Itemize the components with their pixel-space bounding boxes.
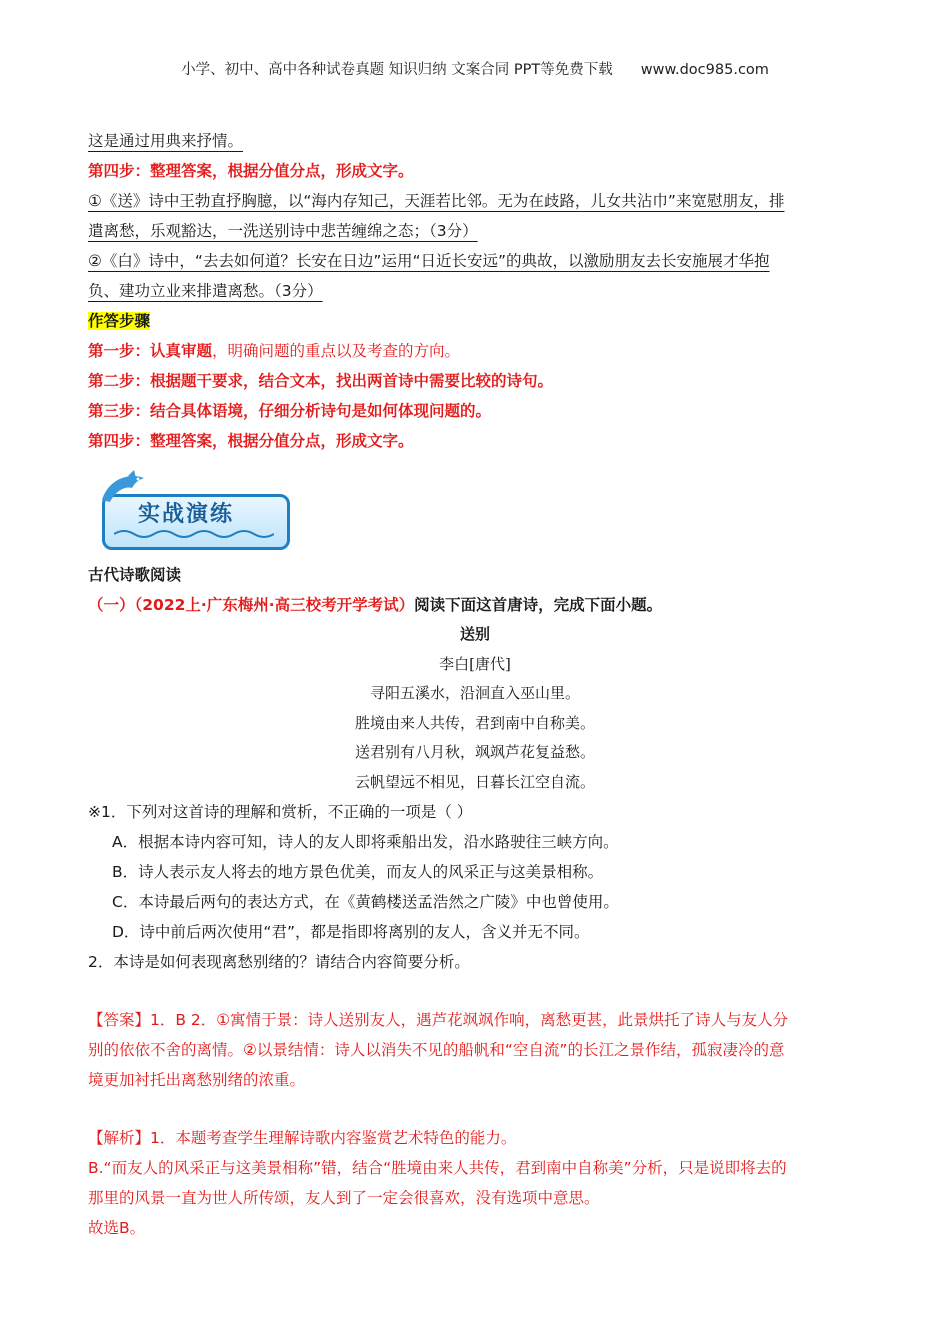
reading-instruction-text: 阅读下面这首唐诗，完成下面小题。	[414, 596, 663, 614]
answer-line: 【答案】1．B 2．①寓情于景：诗人送别友人，遇芦花飒飒作响，离愁更甚，此景烘托了诗人与友人分	[88, 1011, 789, 1029]
option-c: C．本诗最后两句的表达方式，在《黄鹤楼送孟浩然之广陵》中也曾使用。	[112, 893, 619, 911]
answer-line: 别的依依不舍的离情。②以景结情：诗人以消失不见的船帆和“空自流”的长江之景作结，孤寂凄冷的意	[88, 1041, 785, 1059]
text-line: 这是通过用典来抒情。	[88, 132, 244, 150]
poem-author: 李白[唐代]	[439, 654, 511, 673]
step-3: 第三步：结合具体语境，仔细分析诗句是如何体现问题的。	[88, 402, 492, 420]
step-1-rest: ，明确问题的重点以及考查的方向。	[212, 342, 461, 360]
step-4: 第四步：整理答案，根据分值分点，形成文字。	[88, 432, 414, 450]
practice-banner	[98, 470, 298, 556]
reading-instruction	[88, 590, 862, 620]
answer-point-1b: 遣离愁，乐观豁达，一洗送别诗中悲苦缠绵之态；（3分）	[88, 222, 478, 240]
option-b: B．诗人表示友人将去的地方景色优美，而友人的风采正与这美景相称。	[112, 863, 604, 881]
banner-label: 实战演练	[138, 502, 235, 527]
analysis-line: 【解析】1．本题考查学生理解诗歌内容鉴赏艺术特色的能力。	[88, 1129, 517, 1147]
step4-label: 第四步：整理答案，根据分值分点，形成文字。	[88, 162, 414, 180]
document-body	[88, 126, 862, 1243]
analysis-line: B.“而友人的风采正与这美景相称”错，结合“胜境由来人共传，君到南中自称美”分析，只是说即将去的	[88, 1159, 787, 1177]
step-2: 第二步：根据题干要求，结合文本，找出两首诗中需要比较的诗句。	[88, 372, 554, 390]
poem-line: 云帆望远不相见，日暮长江空自流。	[354, 772, 595, 791]
question-1: ※1．下列对这首诗的理解和赏析，不正确的一项是（ ）	[88, 803, 473, 821]
section-title: 古代诗歌阅读	[88, 566, 182, 584]
steps-title-text: 作答步骤	[88, 312, 151, 330]
reading-source: （一）（2022上·广东梅州·高三校考开学考试）	[88, 596, 415, 614]
poem	[88, 620, 862, 797]
option-d: D．诗中前后两次使用“君”，都是指即将离别的友人，含义并无不同。	[112, 923, 590, 941]
page-header	[0, 58, 950, 79]
step-1	[88, 336, 862, 366]
answer-line: 境更加衬托出离愁别绪的浓重。	[88, 1071, 306, 1089]
option-a: A．根据本诗内容可知，诗人的友人即将乘船出发，沿水路驶往三峡方向。	[112, 833, 619, 851]
poem-line: 送君别有八月秋，飒飒芦花复益愁。	[354, 743, 595, 761]
poem-line: 寻阳五溪水，沿洄直入巫山里。	[369, 684, 580, 702]
steps-title	[88, 306, 862, 336]
answer-point-2a: ②《白》诗中，“去去如何道？长安在日边”运用“日近长安远”的典故，以激励朋友去长安施展才华抱	[88, 252, 770, 270]
step-1-bold: 第一步：认真审题	[88, 342, 213, 360]
answer-point-1a: ①《送》诗中王勃直抒胸臆，以“海内存知己，天涯若比邻。无为在歧路，儿女共沾巾”来宽慰朋友，排	[88, 192, 785, 210]
answer-point-2b: 负、建功立业来排遣离愁。（3分）	[88, 282, 323, 300]
poem-line: 胜境由来人共传，君到南中自称美。	[354, 713, 595, 732]
analysis-line: 那里的风景一直为世人所传颂，友人到了一定会很喜欢，没有选项中意思。	[88, 1189, 600, 1207]
wave-icon	[114, 528, 274, 540]
analysis-line: 故选B。	[88, 1219, 146, 1237]
header-url[interactable]: www.doc985.com	[640, 62, 769, 78]
question-2: 2．本诗是如何表现离愁别绪的？请结合内容简要分析。	[88, 953, 470, 971]
header-text: 小学、初中、高中各种试卷真题 知识归纳 文案合同 PPT等免费下载	[181, 62, 613, 78]
poem-title: 送别	[459, 625, 490, 643]
